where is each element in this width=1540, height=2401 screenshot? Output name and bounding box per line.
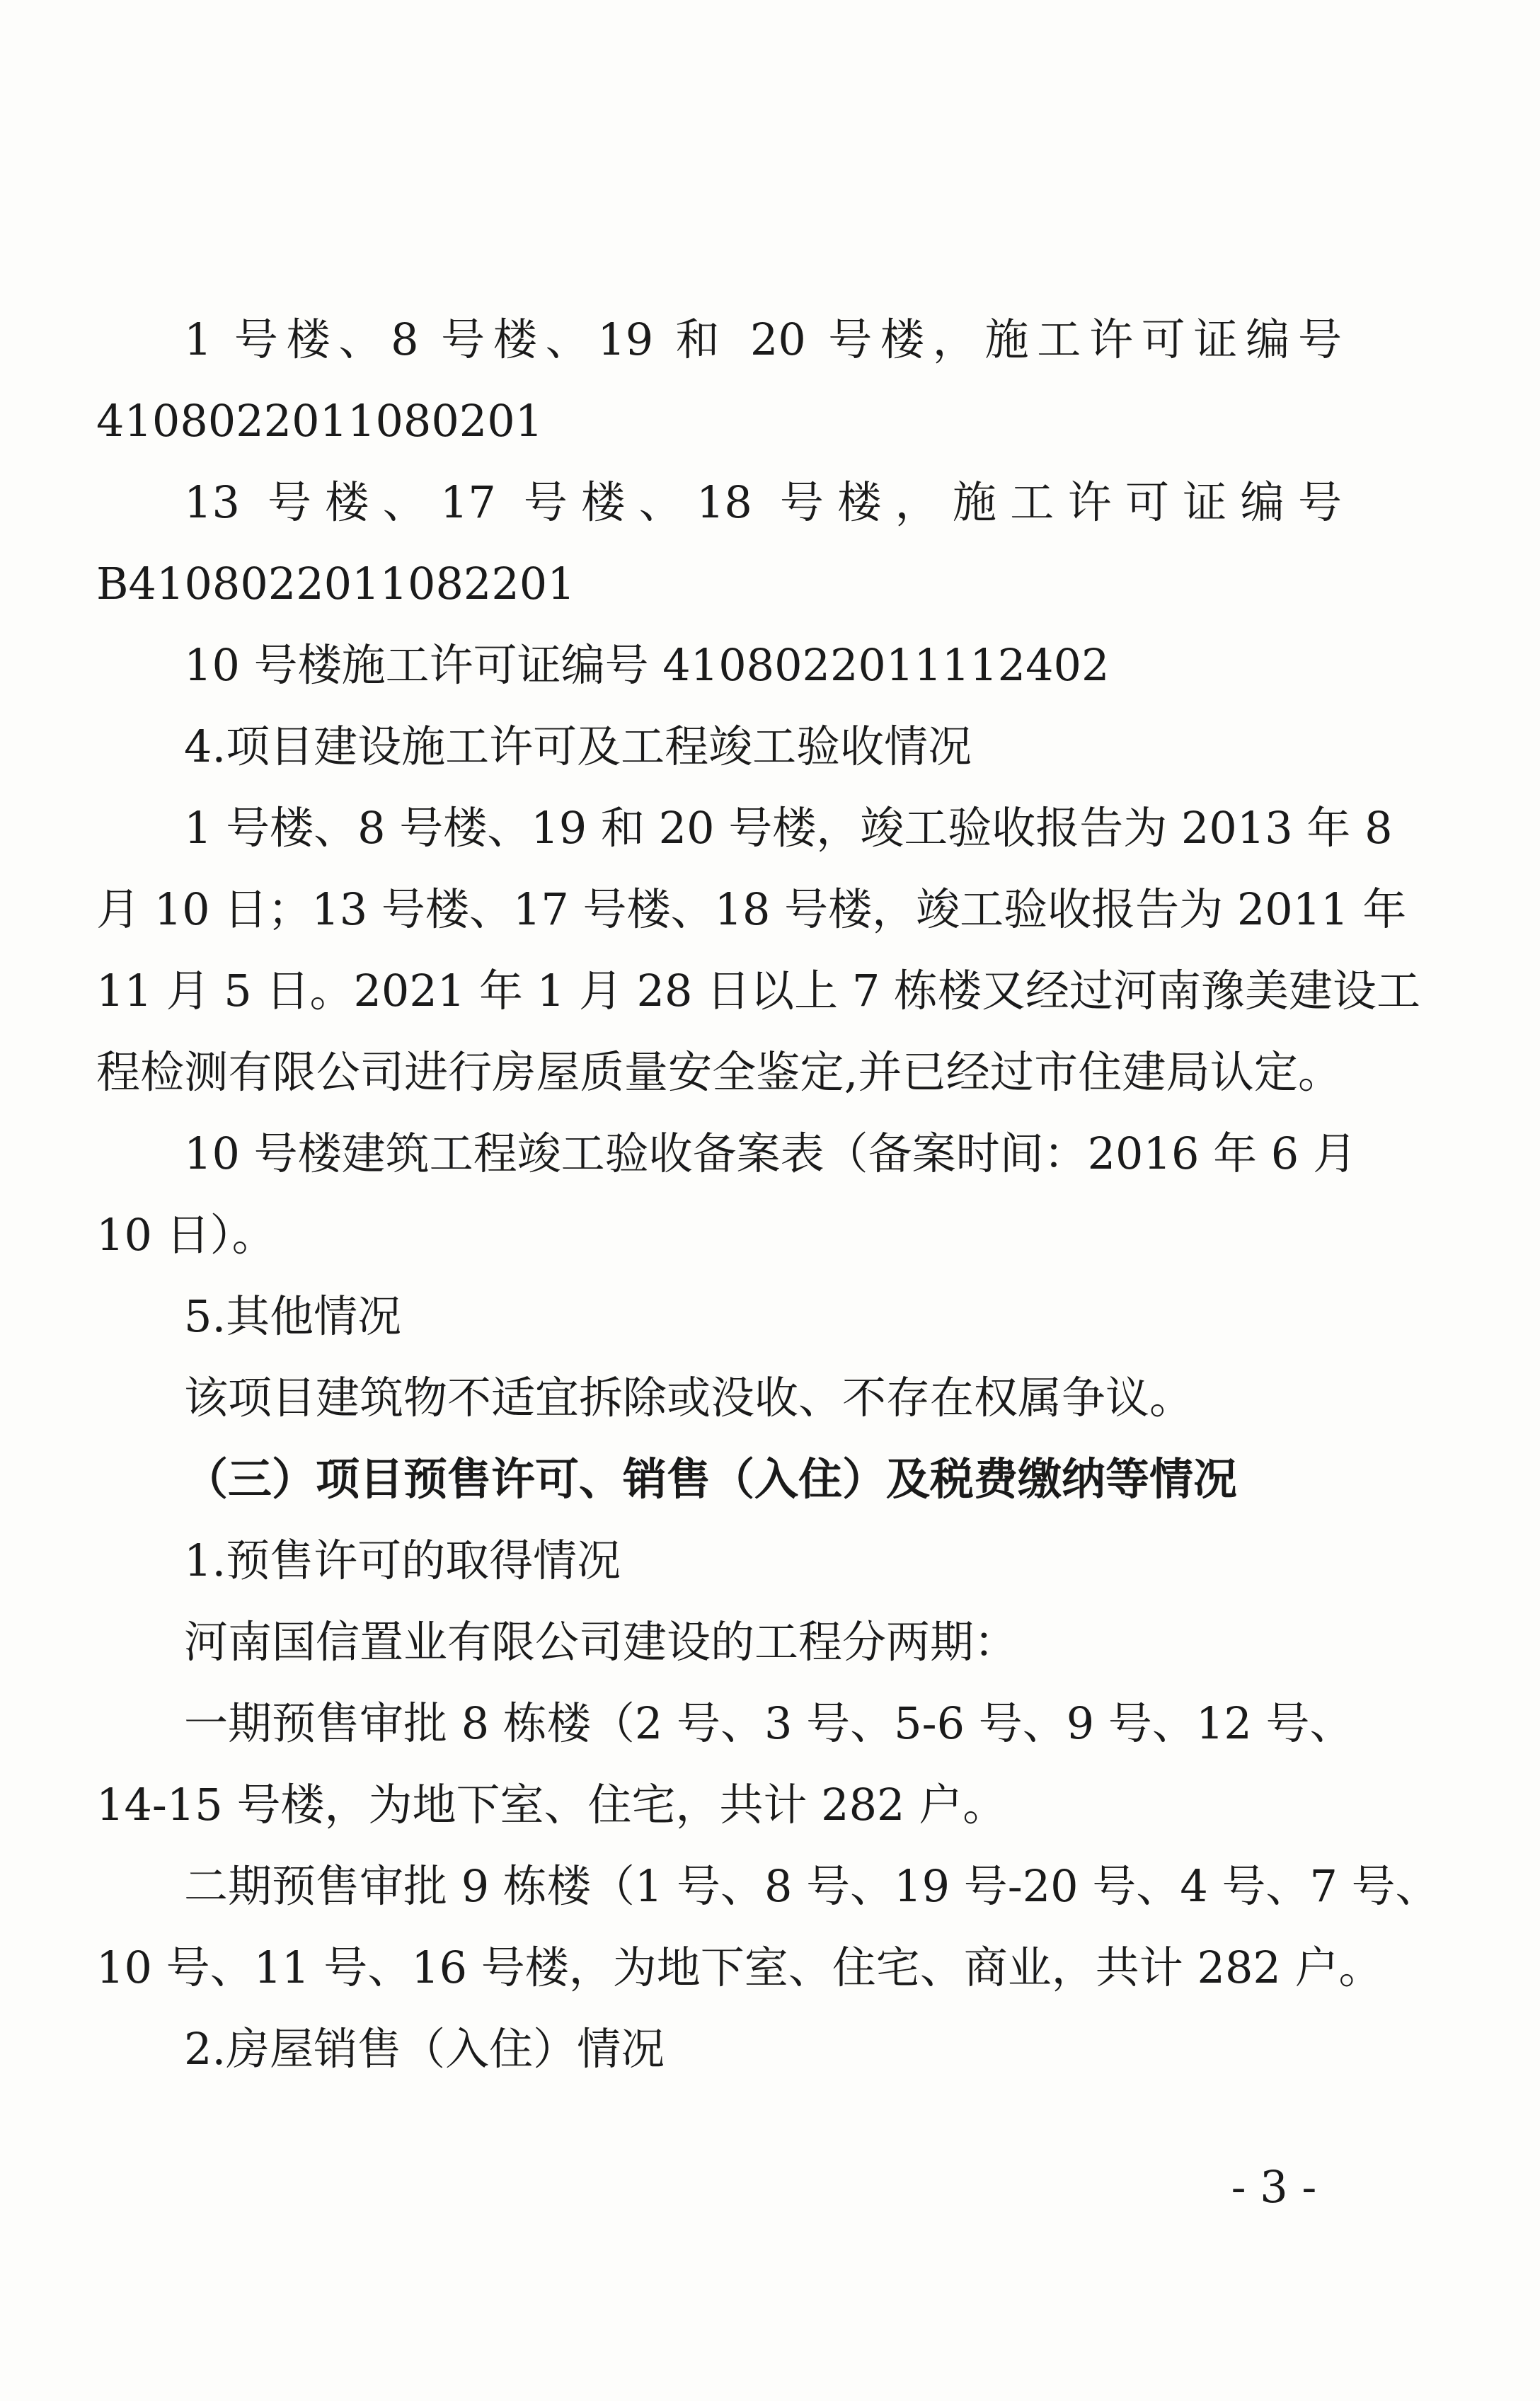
text-line: 1 号楼、8 号楼、19 和 20 号楼，竣工验收报告为 2013 年 8 bbox=[184, 802, 1393, 854]
text-line: 1 号楼、8 号楼、19 和 20 号楼，施工许可证编号 bbox=[184, 314, 1342, 365]
text-line: 10 日）。 bbox=[96, 1209, 276, 1261]
text-line: 二期预售审批 9 栋楼（1 号、8 号、19 号-20 号、4 号、7 号、 bbox=[184, 1860, 1440, 1912]
section-heading: 4.项目建设施工许可及工程竣工验收情况 bbox=[184, 721, 972, 772]
page-number: - 3 - bbox=[1231, 2161, 1317, 2213]
text-line: 4108022011080201 bbox=[96, 395, 544, 447]
text-line: 14-15 号楼，为地下室、住宅，共计 282 户。 bbox=[96, 1779, 1007, 1830]
text-line: 该项目建筑物不适宜拆除或没收、不存在权属争议。 bbox=[184, 1372, 1194, 1423]
text-line: 程检测有限公司进行房屋质量安全鉴定,并已经过市住建局认定。 bbox=[96, 1046, 1342, 1098]
text-line: 10 号、11 号、16 号楼，为地下室、住宅、商业，共计 282 户。 bbox=[96, 1942, 1383, 1993]
section-heading: 1.预售许可的取得情况 bbox=[184, 1535, 621, 1586]
text-line: 河南国信置业有限公司建设的工程分两期： bbox=[184, 1616, 1018, 1668]
text-line: 10 号楼施工许可证编号 4108022011112402 bbox=[184, 639, 1110, 691]
section-title: （三）项目预售许可、销售（入住）及税费缴纳等情况 bbox=[184, 1453, 1238, 1505]
text-line: 11 月 5 日。2021 年 1 月 28 日以上 7 栋楼又经过河南豫美建设工 bbox=[96, 965, 1420, 1016]
section-heading: 2.房屋销售（入住）情况 bbox=[184, 2023, 665, 2075]
text-line: 10 号楼建筑工程竣工验收备案表（备案时间：2016 年 6 月 bbox=[184, 1128, 1357, 1179]
text-line: 一期预售审批 8 栋楼（2 号、3 号、5-6 号、9 号、12 号、 bbox=[184, 1697, 1354, 1749]
section-heading: 5.其他情况 bbox=[184, 1290, 402, 1342]
text-line: B4108022011082201 bbox=[96, 558, 575, 609]
text-line: 13 号楼、17 号楼、18 号楼，施工许可证编号 bbox=[184, 476, 1342, 528]
text-line: 月 10 日；13 号楼、17 号楼、18 号楼，竣工验收报告为 2011 年 bbox=[96, 883, 1407, 935]
